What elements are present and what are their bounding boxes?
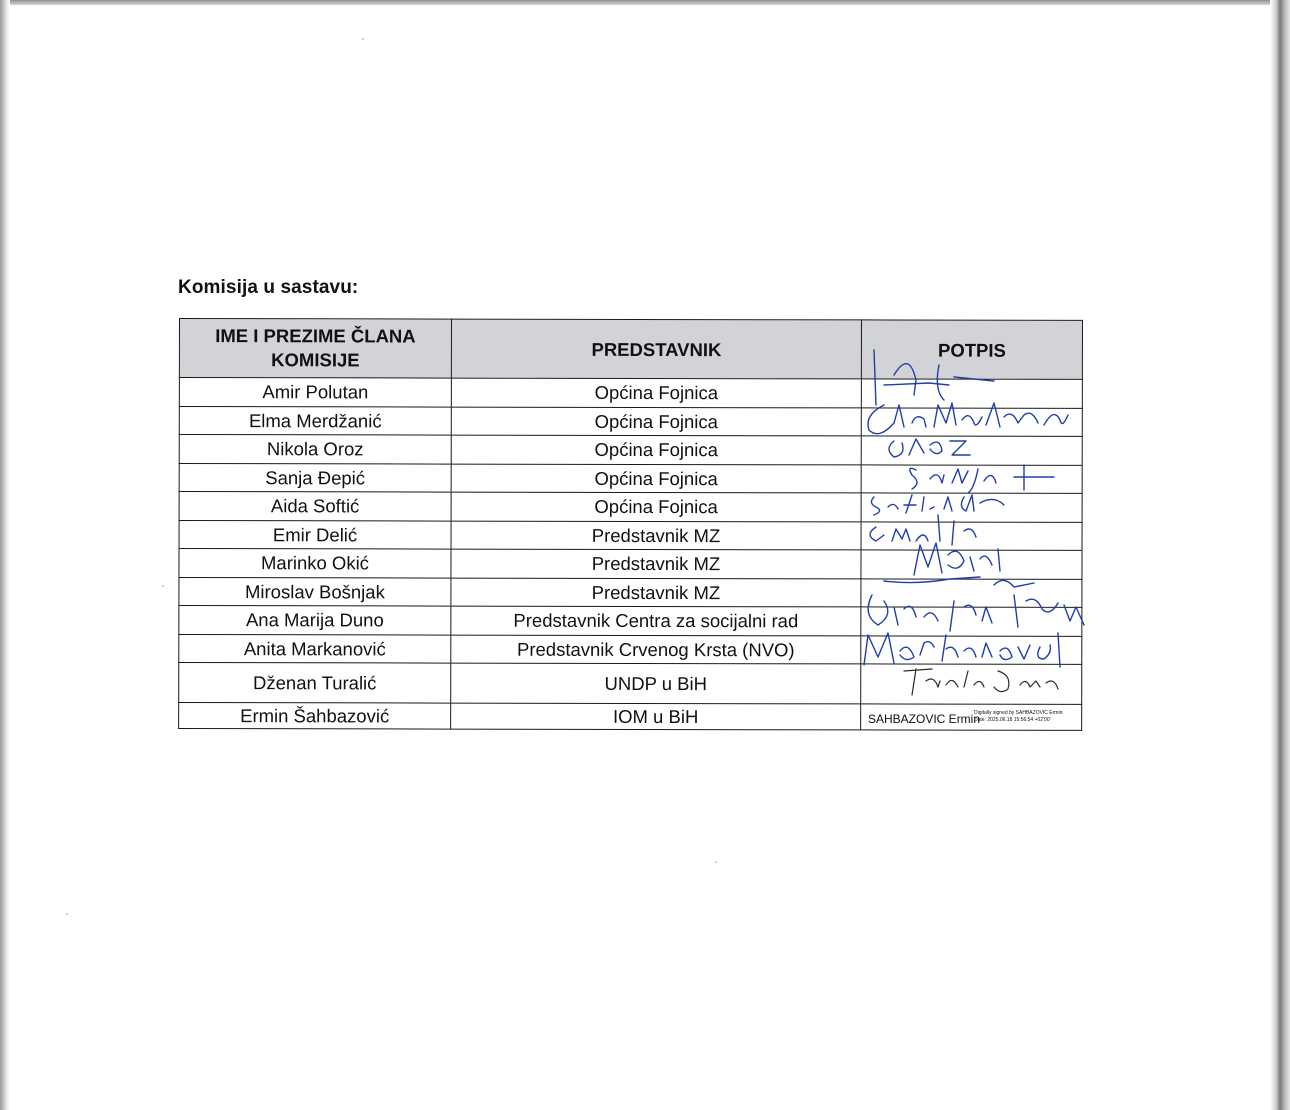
member-name: Elma Merdžanić [179, 406, 451, 435]
viewer-left-edge [0, 0, 10, 1110]
table-row [179, 435, 1082, 465]
member-name: Miroslav Bošnjak [179, 577, 451, 606]
scan-speck [362, 38, 364, 40]
member-representative: Općina Fojnica [451, 407, 861, 436]
digital-signature-details [974, 710, 1062, 723]
digital-signature-line2: Date: 2025.06.18 15:56:54 +02'00' [974, 716, 1051, 723]
member-signature [861, 635, 1082, 664]
committee-heading: Komisija u sastavu: [178, 277, 359, 298]
member-signature [861, 521, 1082, 550]
table-row [179, 577, 1082, 607]
member-signature [861, 493, 1082, 522]
member-signature [861, 436, 1082, 465]
table-row [179, 406, 1082, 436]
header-representative: PREDSTAVNIK [451, 319, 861, 379]
member-signature [861, 607, 1082, 636]
table-row [179, 606, 1082, 636]
digital-signature [868, 709, 1083, 731]
table-row [179, 492, 1082, 522]
header-signature: POTPIS [861, 320, 1082, 379]
committee-table [178, 318, 1083, 731]
header-member-name-text: IME I PREZIME ČLANA KOMISIJE [215, 325, 416, 371]
table-row [179, 378, 1082, 408]
member-name: Nikola Oroz [179, 435, 451, 464]
member-signature [861, 578, 1082, 607]
member-name: Marinko Okić [179, 549, 451, 578]
member-representative: Predstavnik MZ [451, 578, 861, 607]
member-name: Anita Markanović [179, 634, 451, 663]
member-representative: IOM u BiH [451, 703, 861, 730]
table-header-row [179, 319, 1082, 380]
scan-speck [66, 913, 68, 915]
table-row [179, 663, 1082, 705]
table-row [179, 634, 1082, 664]
member-name: Dženan Turalić [179, 663, 451, 704]
scan-speck [715, 861, 717, 863]
member-representative: Predstavnik MZ [451, 521, 861, 550]
member-representative: Predstavnik MZ [451, 549, 861, 578]
member-representative: Općina Fojnica [451, 464, 861, 493]
viewer-scrollbar[interactable] [1270, 0, 1290, 1110]
member-representative: Općina Fojnica [451, 378, 861, 407]
member-name: Emir Delić [179, 520, 451, 549]
member-signature [861, 379, 1082, 408]
table-row [179, 463, 1082, 493]
member-name: Ermin Šahbazović [179, 703, 451, 730]
member-representative: Predstavnik Centra za socijalni rad [451, 606, 861, 635]
member-signature [861, 550, 1082, 579]
header-member-name [179, 319, 451, 379]
digital-signature-line1: Digitally signed by SAHBAZOVIC Ermin [974, 710, 1063, 716]
member-name: Aida Softić [179, 492, 451, 521]
member-representative: Općina Fojnica [451, 435, 861, 464]
member-representative: Predstavnik Crvenog Krsta (NVO) [451, 635, 861, 664]
scan-speck [162, 585, 164, 587]
table-row [179, 520, 1082, 550]
member-signature [861, 664, 1082, 704]
member-signature [861, 407, 1082, 436]
member-name: Ana Marija Duno [179, 606, 451, 635]
member-name: Sanja Đepić [179, 463, 451, 492]
member-representative: UNDP u BiH [451, 663, 861, 704]
table-row [179, 549, 1082, 579]
member-name: Amir Polutan [179, 378, 451, 407]
digital-signature-name: SAHBAZOVIC Ermin [868, 712, 981, 726]
member-representative: Općina Fojnica [451, 492, 861, 521]
member-signature [861, 464, 1082, 493]
